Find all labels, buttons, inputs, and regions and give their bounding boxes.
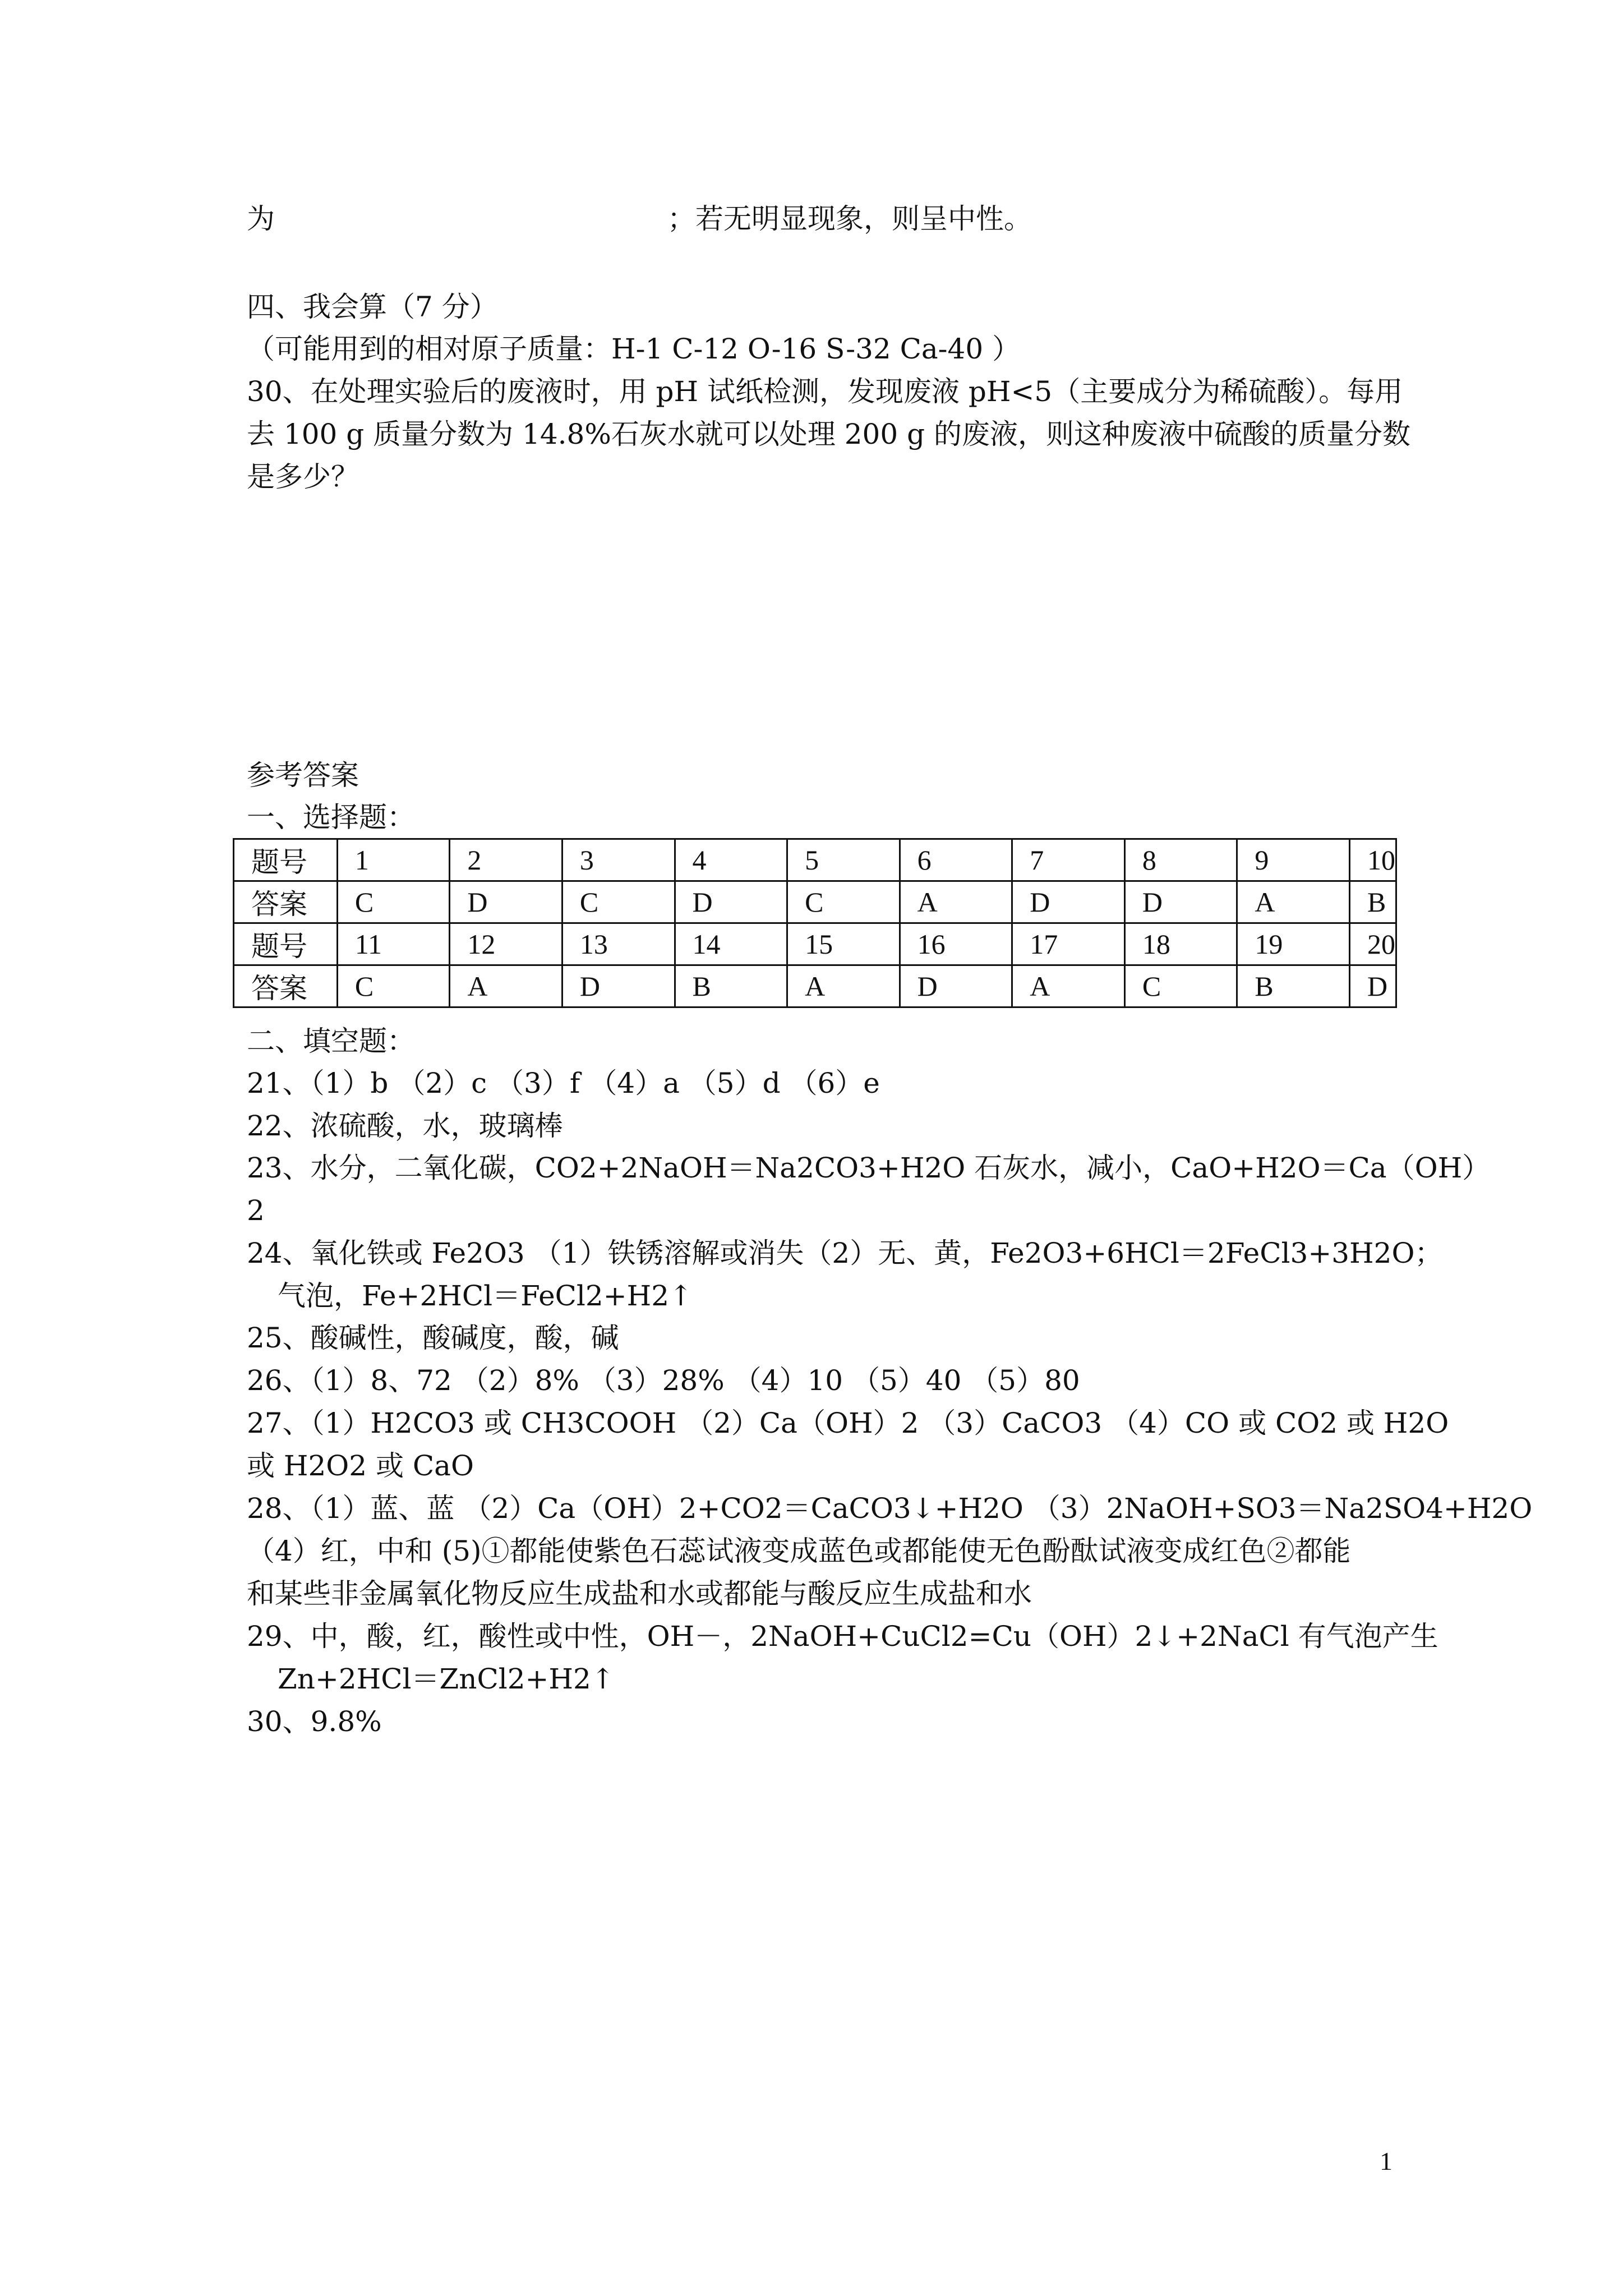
answer-line: 和某些非金属氧化物反应生成盐和水或都能与酸反应生成盐和水 <box>247 1577 1032 1610</box>
answers-heading: 参考答案 <box>247 759 359 792</box>
answer-table-cell: 19 <box>1237 923 1350 965</box>
answer-table-cell: D <box>675 881 787 923</box>
answer-table-cell: 17 <box>1012 923 1125 965</box>
answer-table-cell: D <box>1349 965 1396 1007</box>
answer-table-cell: 18 <box>1124 923 1237 965</box>
answer-table-cell: A <box>900 881 1012 923</box>
answer-table-cell: 2 <box>450 839 562 881</box>
answer-table-cell: 4 <box>675 839 787 881</box>
top-fill-line <box>247 197 1032 240</box>
answer-table-cell: 12 <box>450 923 562 965</box>
answer-line: 24、氧化铁或 Fe2O3 （1）铁锈溶解或消失（2）无、黄，Fe2O3+6HCl＝2FeCl3+3H2O； <box>247 1237 1443 1269</box>
answer-table-row-header: 答案 <box>234 881 338 923</box>
answer-table-cell: 3 <box>562 839 675 881</box>
choice-answer-table <box>233 838 1397 1008</box>
answer-table-cell: D <box>1012 881 1125 923</box>
answer-table-cell: B <box>1237 965 1350 1007</box>
answer-table-cell: C <box>787 881 900 923</box>
question-30-line-3: 是多少？ <box>247 461 359 493</box>
answer-line: 29、中，酸，红，酸性或中性，OH－，2NaOH+CuCl2=Cu（OH）2↓+2NaCl 有气泡产生 <box>247 1620 1438 1653</box>
answer-table-cell: 11 <box>337 923 449 965</box>
answer-table-row <box>234 965 1396 1007</box>
answer-table-cell: A <box>787 965 900 1007</box>
answer-table-cell: 9 <box>1237 839 1350 881</box>
answer-line: 23、水分，二氧化碳，CO2+2NaOH＝Na2CO3+H2O 石灰水，减小，CaO+H2O＝Ca（OH） <box>247 1152 1491 1184</box>
answer-table-cell: 6 <box>900 839 1012 881</box>
answer-table-cell: 1 <box>337 839 449 881</box>
answer-table-cell: 10 <box>1349 839 1396 881</box>
answer-line: 30、9.8% <box>247 1705 382 1738</box>
answer-line: 26、（1）8、72 （2）8% （3）28% （4）10 （5）40 （5）80 <box>247 1364 1080 1397</box>
answer-table-cell: 14 <box>675 923 787 965</box>
answer-table-row <box>234 839 1396 881</box>
answer-table-cell: D <box>1124 881 1237 923</box>
answer-line: 气泡，Fe+2HCl＝FeCl2+H2↑ <box>278 1280 693 1312</box>
answer-table-cell: 7 <box>1012 839 1125 881</box>
answer-table-cell: A <box>1237 881 1350 923</box>
top-line-end: ；若无明显现象，则呈中性。 <box>667 203 1032 235</box>
question-30-line-1: 30、在处理实验后的废液时，用 pH 试纸检测，发现废液 pH<5（主要成分为稀硫酸）。每用 <box>247 375 1403 408</box>
answer-line: 2 <box>247 1194 265 1227</box>
answer-table-cell: 5 <box>787 839 900 881</box>
top-line-start: 为 <box>247 203 275 235</box>
answer-line: （4）红，中和 (5)①都能使紫色石蕊试液变成蓝色或都能使无色酚酞试液变成红色②都能 <box>247 1535 1351 1567</box>
answer-table-cell: 20 <box>1349 923 1396 965</box>
answer-table-cell: 13 <box>562 923 675 965</box>
question-30-line-2: 去 100 g 质量分数为 14.8%石灰水就可以处理 200 g 的废液，则这种废液中硫酸的质量分数 <box>247 418 1410 450</box>
answer-table-cell: B <box>675 965 787 1007</box>
answer-table-cell: C <box>337 965 449 1007</box>
answer-table-cell: 15 <box>787 923 900 965</box>
answer-table-cell: 16 <box>900 923 1012 965</box>
page-number: 1 <box>1380 2147 1393 2175</box>
answer-table-cell: D <box>900 965 1012 1007</box>
answer-table-cell: C <box>1124 965 1237 1007</box>
answer-line: 28、（1）蓝、蓝 （2）Ca（OH）2+CO2＝CaCO3↓+H2O （3）2NaOH+SO3＝Na2SO4+H2O <box>247 1492 1533 1525</box>
answer-table-cell: A <box>1012 965 1125 1007</box>
choice-heading: 一、选择题： <box>247 801 415 834</box>
answer-table-cell: A <box>450 965 562 1007</box>
answer-table-row-header: 题号 <box>234 839 338 881</box>
answer-line: 25、酸碱性，酸碱度，酸，碱 <box>247 1322 619 1354</box>
answer-table-row-header: 题号 <box>234 923 338 965</box>
answer-table-cell: D <box>562 965 675 1007</box>
answer-line: 22、浓硫酸，水，玻璃棒 <box>247 1110 563 1142</box>
answer-line: 27、（1）H2CO3 或 CH3COOH （2）Ca（OH）2 （3）CaCO3 （4）CO 或 CO2 或 H2O <box>247 1407 1449 1439</box>
answer-line: 或 H2O2 或 CaO <box>247 1450 474 1482</box>
answer-table-cell: 8 <box>1124 839 1237 881</box>
answer-table-cell: D <box>450 881 562 923</box>
answer-table-row-header: 答案 <box>234 965 338 1007</box>
answer-line: 21、（1）b （2）c （3）f （4）a （5）d （6）e <box>247 1067 880 1099</box>
answer-table-row <box>234 923 1396 965</box>
answer-table-cell: C <box>562 881 675 923</box>
section-4-title: 四、我会算（7 分） <box>247 291 498 323</box>
answer-line: Zn+2HCl＝ZnCl2+H2↑ <box>278 1663 615 1695</box>
answer-table-cell: C <box>337 881 449 923</box>
answer-table-row <box>234 881 1396 923</box>
fill-heading: 二、填空题： <box>247 1025 415 1057</box>
answer-table-cell: B <box>1349 881 1396 923</box>
atomic-masses-note: （可能用到的相对原子质量：H-1 C-12 O-16 S-32 Ca-40 ） <box>247 333 1021 365</box>
